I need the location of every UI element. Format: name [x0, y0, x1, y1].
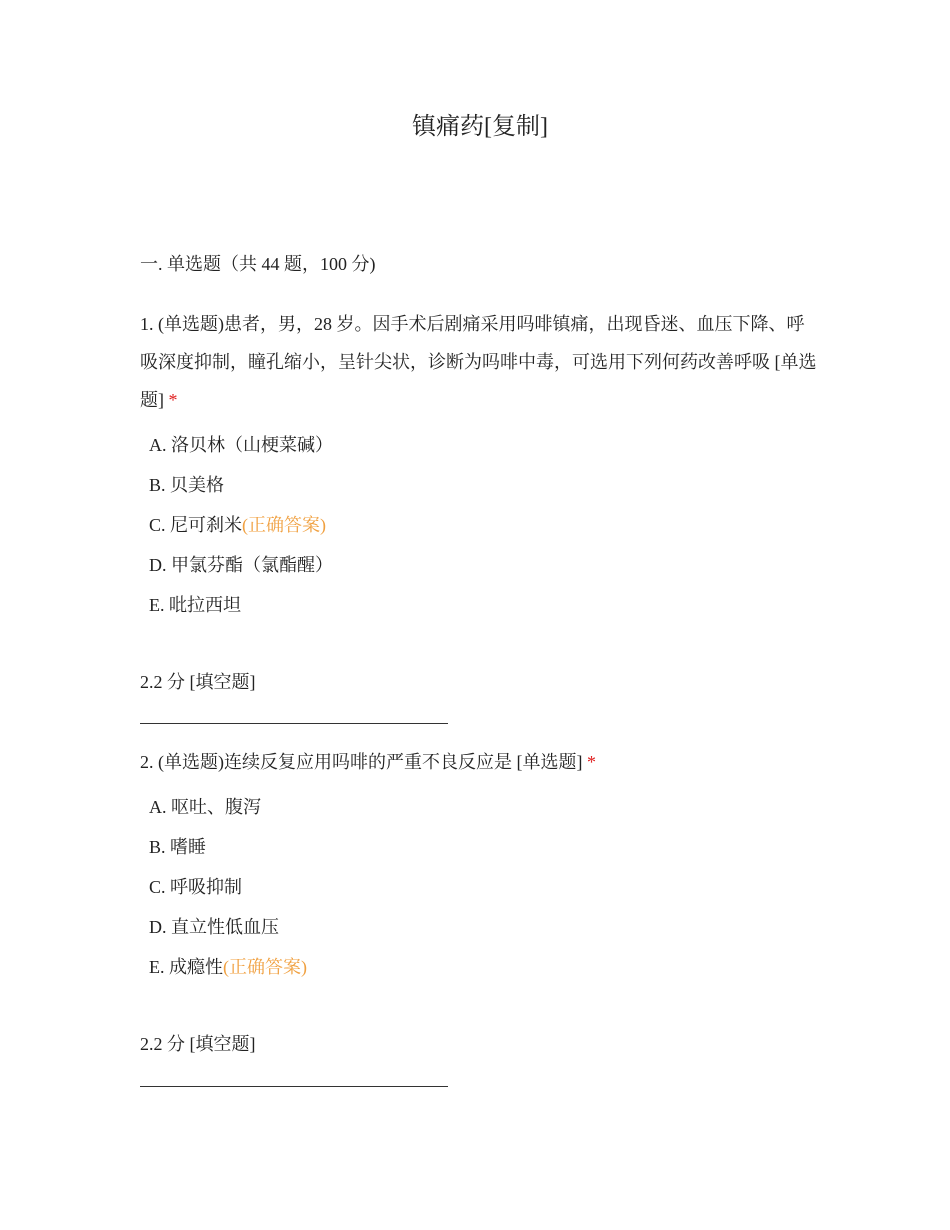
option-b[interactable]: [149, 829, 749, 869]
option-c[interactable]: [149, 869, 749, 909]
option-label: A. 呕吐、腹泻: [149, 797, 261, 817]
page-title: 镇痛药[复制]: [412, 114, 548, 140]
option-a[interactable]: [149, 789, 749, 829]
option-b[interactable]: [149, 467, 749, 507]
question-2-text: 2. (单选题)连续反复应用吗啡的严重不良反应是 [单选题]: [140, 752, 583, 772]
required-mark: *: [168, 390, 178, 410]
question-2-options: [149, 789, 749, 989]
option-a[interactable]: [149, 427, 749, 467]
correct-answer-tag: (正确答案): [223, 957, 307, 977]
required-mark: *: [586, 752, 596, 772]
question-1-fill-blank[interactable]: [140, 723, 448, 724]
option-e[interactable]: [149, 949, 749, 989]
option-label: A. 洛贝林（山梗菜碱）: [149, 435, 333, 455]
option-label: E. 吡拉西坦: [149, 595, 241, 615]
question-1: [140, 305, 820, 419]
question-1-text: 1. (单选题)患者，男，28 岁。因手术后剧痛采用吗啡镇痛，出现昏迷、血压下降、呼吸深度抑制，瞳孔缩小，呈针尖状，诊断为吗啡中毒，可选用下列何药改善呼吸 [单选题]: [140, 314, 817, 410]
correct-answer-tag: (正确答案): [242, 515, 327, 535]
question-1-options: [149, 427, 749, 627]
option-d[interactable]: [149, 547, 749, 587]
option-label: E. 成瘾性: [149, 957, 223, 977]
option-label: B. 嗜睡: [149, 837, 207, 857]
option-d[interactable]: [149, 909, 749, 949]
question-1-score-label: 2.2 分 [填空题]: [140, 672, 256, 692]
option-label: B. 贝美格: [149, 475, 225, 495]
option-label: C. 呼吸抑制: [149, 877, 243, 897]
option-label: D. 甲氯芬酯（氯酯醒）: [149, 555, 333, 575]
option-c[interactable]: [149, 507, 749, 547]
question-2: [140, 743, 820, 781]
question-2-score-label: 2.2 分 [填空题]: [140, 1034, 256, 1054]
option-e[interactable]: [149, 587, 749, 627]
section-heading: 一. 单选题（共 44 题，100 分): [140, 254, 376, 274]
question-2-fill-blank[interactable]: [140, 1086, 448, 1087]
option-label: D. 直立性低血压: [149, 917, 279, 937]
option-label: C. 尼可刹米: [149, 515, 243, 535]
